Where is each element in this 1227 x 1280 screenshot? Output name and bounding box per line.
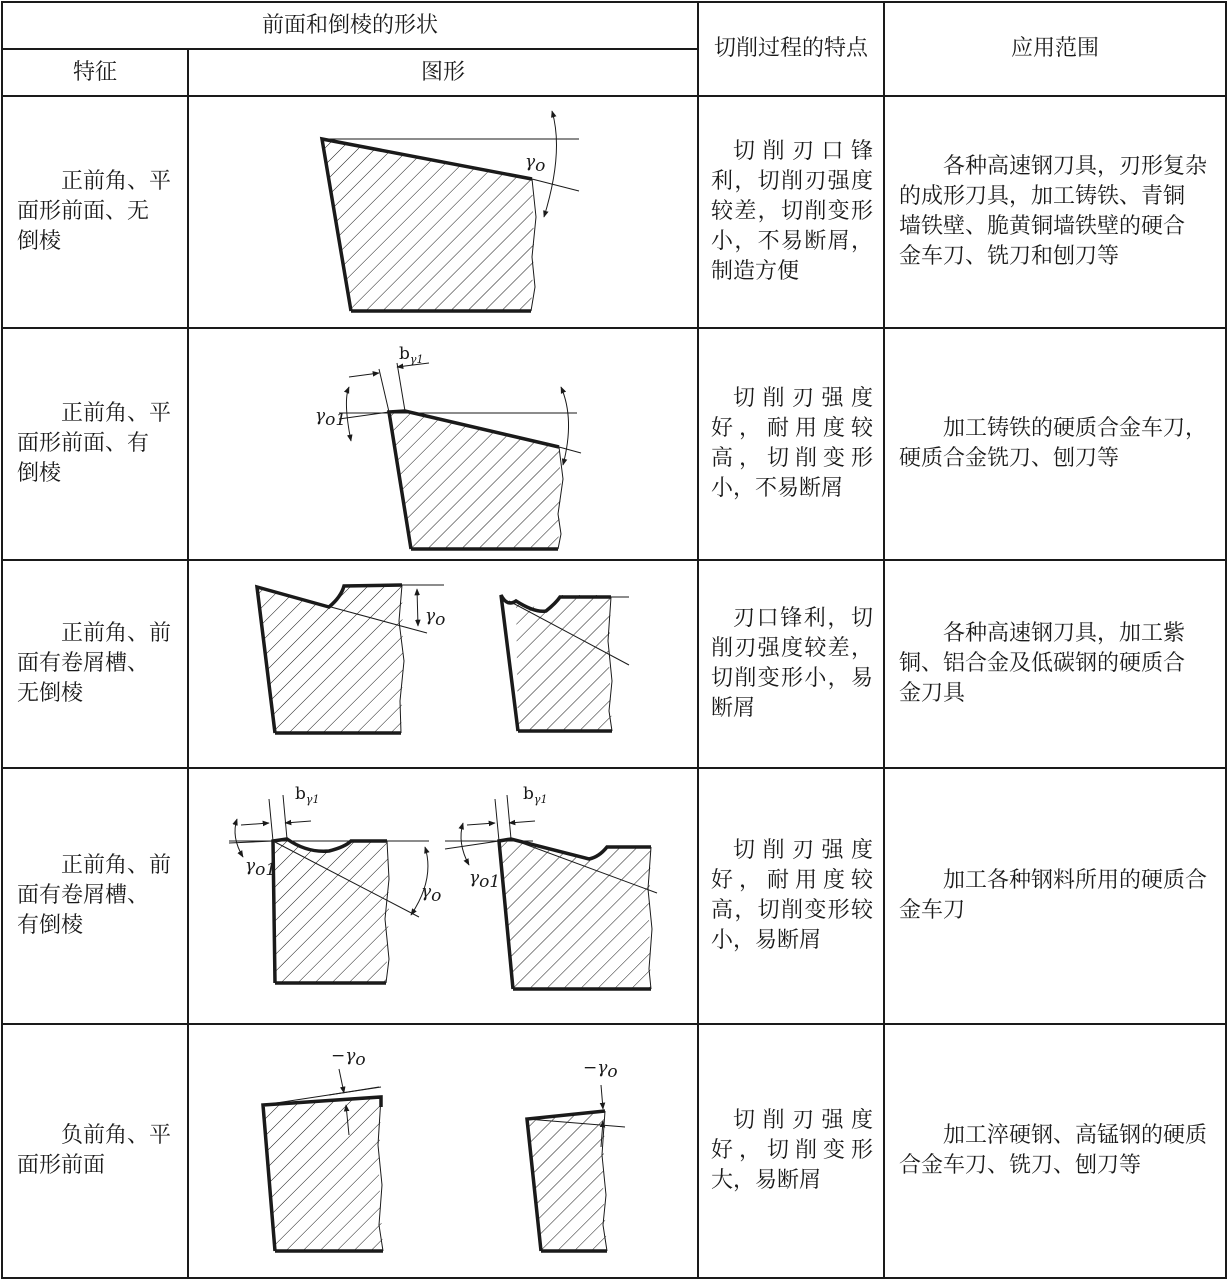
tool-figure-groove-no-chamfer: [189, 561, 699, 769]
table-row: [2, 560, 1226, 768]
svg-text:bγ1: $b_{\gamma 1}$: [399, 344, 424, 366]
tool-figure-groove-chamfer: [189, 769, 699, 1025]
svg-text:γo: γo: [421, 882, 442, 906]
application-cell: 加工各种钢料所用的硬质合 金车刀: [884, 768, 1226, 1024]
table-row: [2, 1024, 1226, 1278]
figure-cell: [188, 560, 698, 768]
application-cell: 各种高速钢刀具，刃形复杂 的成形刀具，加工铸铁、青铜 墙铁壁、脆黄铜墙铁壁的硬合 金车刀、铣刀和刨刀等: [884, 96, 1226, 328]
svg-text:γo1: γo1: [469, 868, 501, 892]
feature-cell: 正前角、平 面形前面、无 倒棱: [2, 96, 188, 328]
process-cell: 切削刃强度好，耐用度较高，切削变形小，不易断屑: [698, 328, 884, 560]
header-process: 切削过程的特点: [698, 2, 884, 96]
tool-face-table: [1, 1, 1227, 1279]
svg-text:γo1: γo1: [245, 856, 277, 880]
figure-cell: [188, 96, 698, 328]
table-row: [2, 96, 1226, 328]
feature-cell: 负前角、平 面形前面: [2, 1024, 188, 1278]
feature-cell: 正前角、平 面形前面、有 倒棱: [2, 328, 188, 560]
figure-cell: [188, 1024, 698, 1278]
header-shape-group: 前面和倒棱的形状: [2, 2, 698, 49]
svg-text:γo1: γo1: [315, 406, 347, 430]
svg-text:bγ1: $b_{\gamma 1}$: [523, 784, 548, 806]
process-cell: 刃口锋利，切削刃强度较差，切削变形小，易断屑: [698, 560, 884, 768]
tool-figure-flat-chamfer: [189, 329, 699, 561]
tool-figure-negative-rake: [189, 1025, 699, 1279]
tool-figure-flat-no-chamfer: [189, 97, 699, 329]
table-row: [2, 328, 1226, 560]
table-row: [2, 768, 1226, 1024]
process-cell: 切削刃强度好，切削变形大，易断屑: [698, 1024, 884, 1278]
header-application: 应用范围: [884, 2, 1226, 96]
figure-cell: [188, 328, 698, 560]
svg-text:bγ1: $b_{\gamma 1}$: [295, 784, 320, 806]
header-feature: 特征: [2, 49, 188, 96]
svg-text:−γo: −γo: [331, 1046, 366, 1070]
svg-text:−γo: −γo: [583, 1058, 618, 1082]
figure-cell: [188, 768, 698, 1024]
feature-cell: 正前角、前 面有卷屑槽、 有倒棱: [2, 768, 188, 1024]
svg-text:γo: γo: [525, 152, 546, 176]
header-figure: 图形: [188, 49, 698, 96]
process-cell: 切削刃强度好，耐用度较高，切削变形较小，易断屑: [698, 768, 884, 1024]
process-cell: 切削刃口锋利，切削刃强度较差，切削变形小，不易断屑，制造方便: [698, 96, 884, 328]
application-cell: 加工淬硬钢、高锰钢的硬质 合金车刀、铣刀、刨刀等: [884, 1024, 1226, 1278]
application-cell: 加工铸铁的硬质合金车刀， 硬质合金铣刀、刨刀等: [884, 328, 1226, 560]
feature-cell: 正前角、前 面有卷屑槽、 无倒棱: [2, 560, 188, 768]
application-cell: 各种高速钢刀具，加工紫 铜、铝合金及低碳钢的硬质合 金刀具: [884, 560, 1226, 768]
svg-text:γo: γo: [425, 606, 446, 630]
